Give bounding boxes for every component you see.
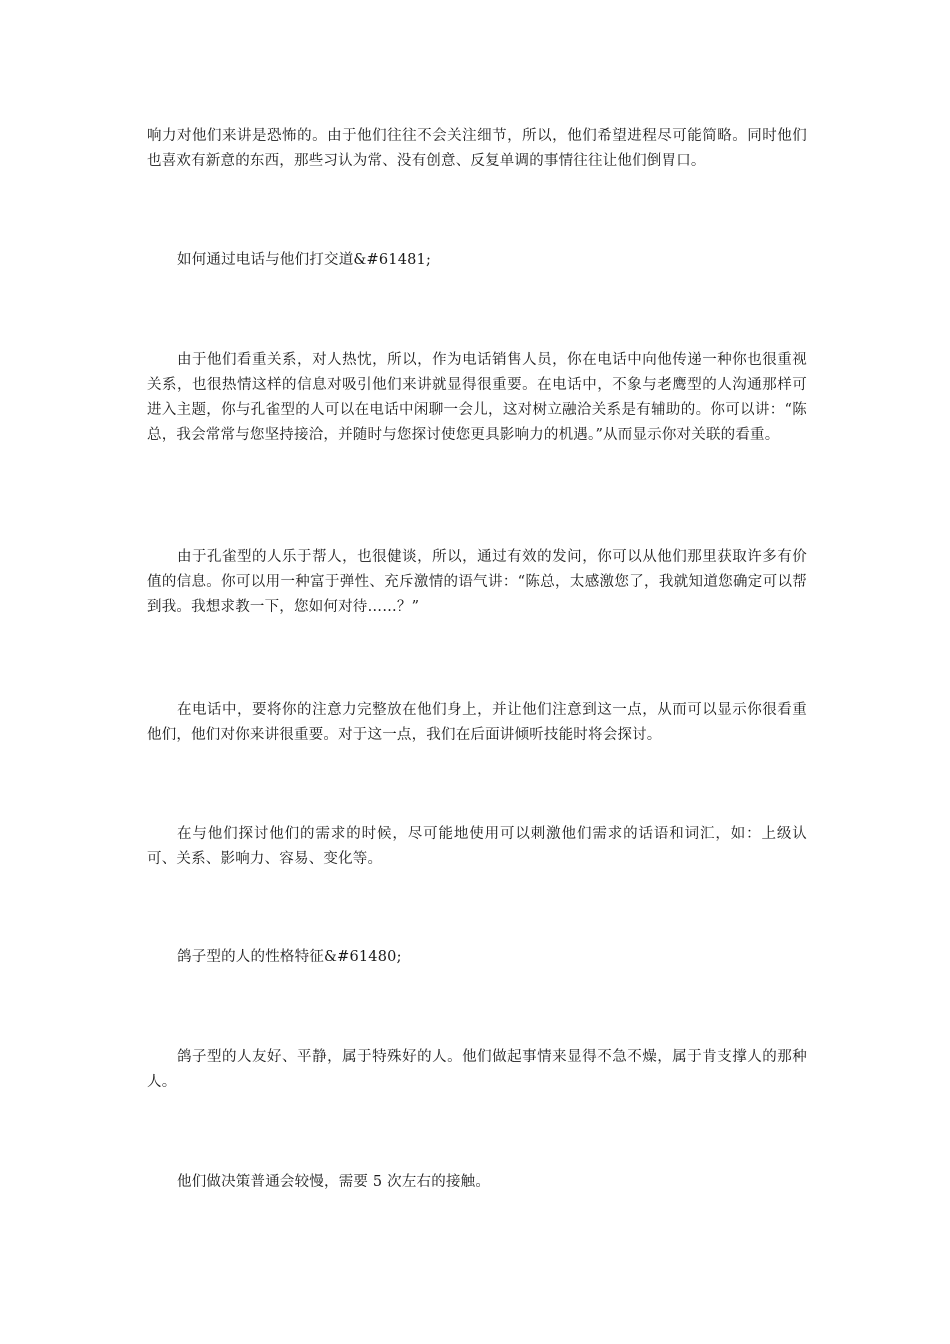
paragraph-dove-friendly: 鸽子型的人友好、平静，属于特殊好的人。他们做起事情来显得不急不燥，属于肯支撑人的那种人。 [147, 1049, 807, 1090]
paragraph-peacock-helpful: 由于孔雀型的人乐于帮人，也很健谈，所以，通过有效的发问，你可以从他们那里获取许多有价值的信息。你可以用一种富于弹性、充斥激情的语气讲：“陈总，太感激您了，我就知道您确定可以帮到我。我想求教一下，您如何对待……？” [147, 549, 807, 615]
paragraph-influence-detail: 响力对他们来讲是恐怖的。由于他们往往不会关注细节，所以，他们希望进程尽可能简略。同时他们也喜欢有新意的东西，那些习认为常、没有创意、反复单调的事情往往让他们倒胃口。 [147, 128, 807, 169]
paragraph-needs-words: 在与他们探讨他们的需求的时候，尽可能地使用可以刺激他们需求的话语和词汇，如：上级认可、关系、影响力、容易、变化等。 [147, 826, 807, 867]
heading-phone-approach: 如何通过电话与他们打交道&#61481; [177, 252, 432, 268]
paragraph-dove-decision: 他们做决策普通会较慢，需要 5 次左右的接触。 [177, 1174, 491, 1190]
heading-dove-traits: 鸽子型的人的性格特征&#61480; [177, 949, 402, 965]
paragraph-attention: 在电话中，要将你的注意力完整放在他们身上，并让他们注意到这一点，从而可以显示你很看重他们，他们对你来讲很重要。对于这一点，我们在后面讲倾听技能时将会探讨。 [147, 702, 807, 743]
paragraph-relationship: 由于他们看重关系，对人热忱，所以，作为电话销售人员，你在电话中向他传递一种你也很重视关系，也很热情这样的信息对吸引他们来讲就显得很重要。在电话中，不象与老鹰型的人沟通那样可进入主题，你与孔雀型的人可以在电话中闲聊一会儿，这对树立融洽关系是有辅助的。你可以讲：“陈总，我会常常与您坚持接洽，并随时与您探讨使您更具影响力的机遇。”从而显示你对关联的看重。 [147, 352, 807, 443]
